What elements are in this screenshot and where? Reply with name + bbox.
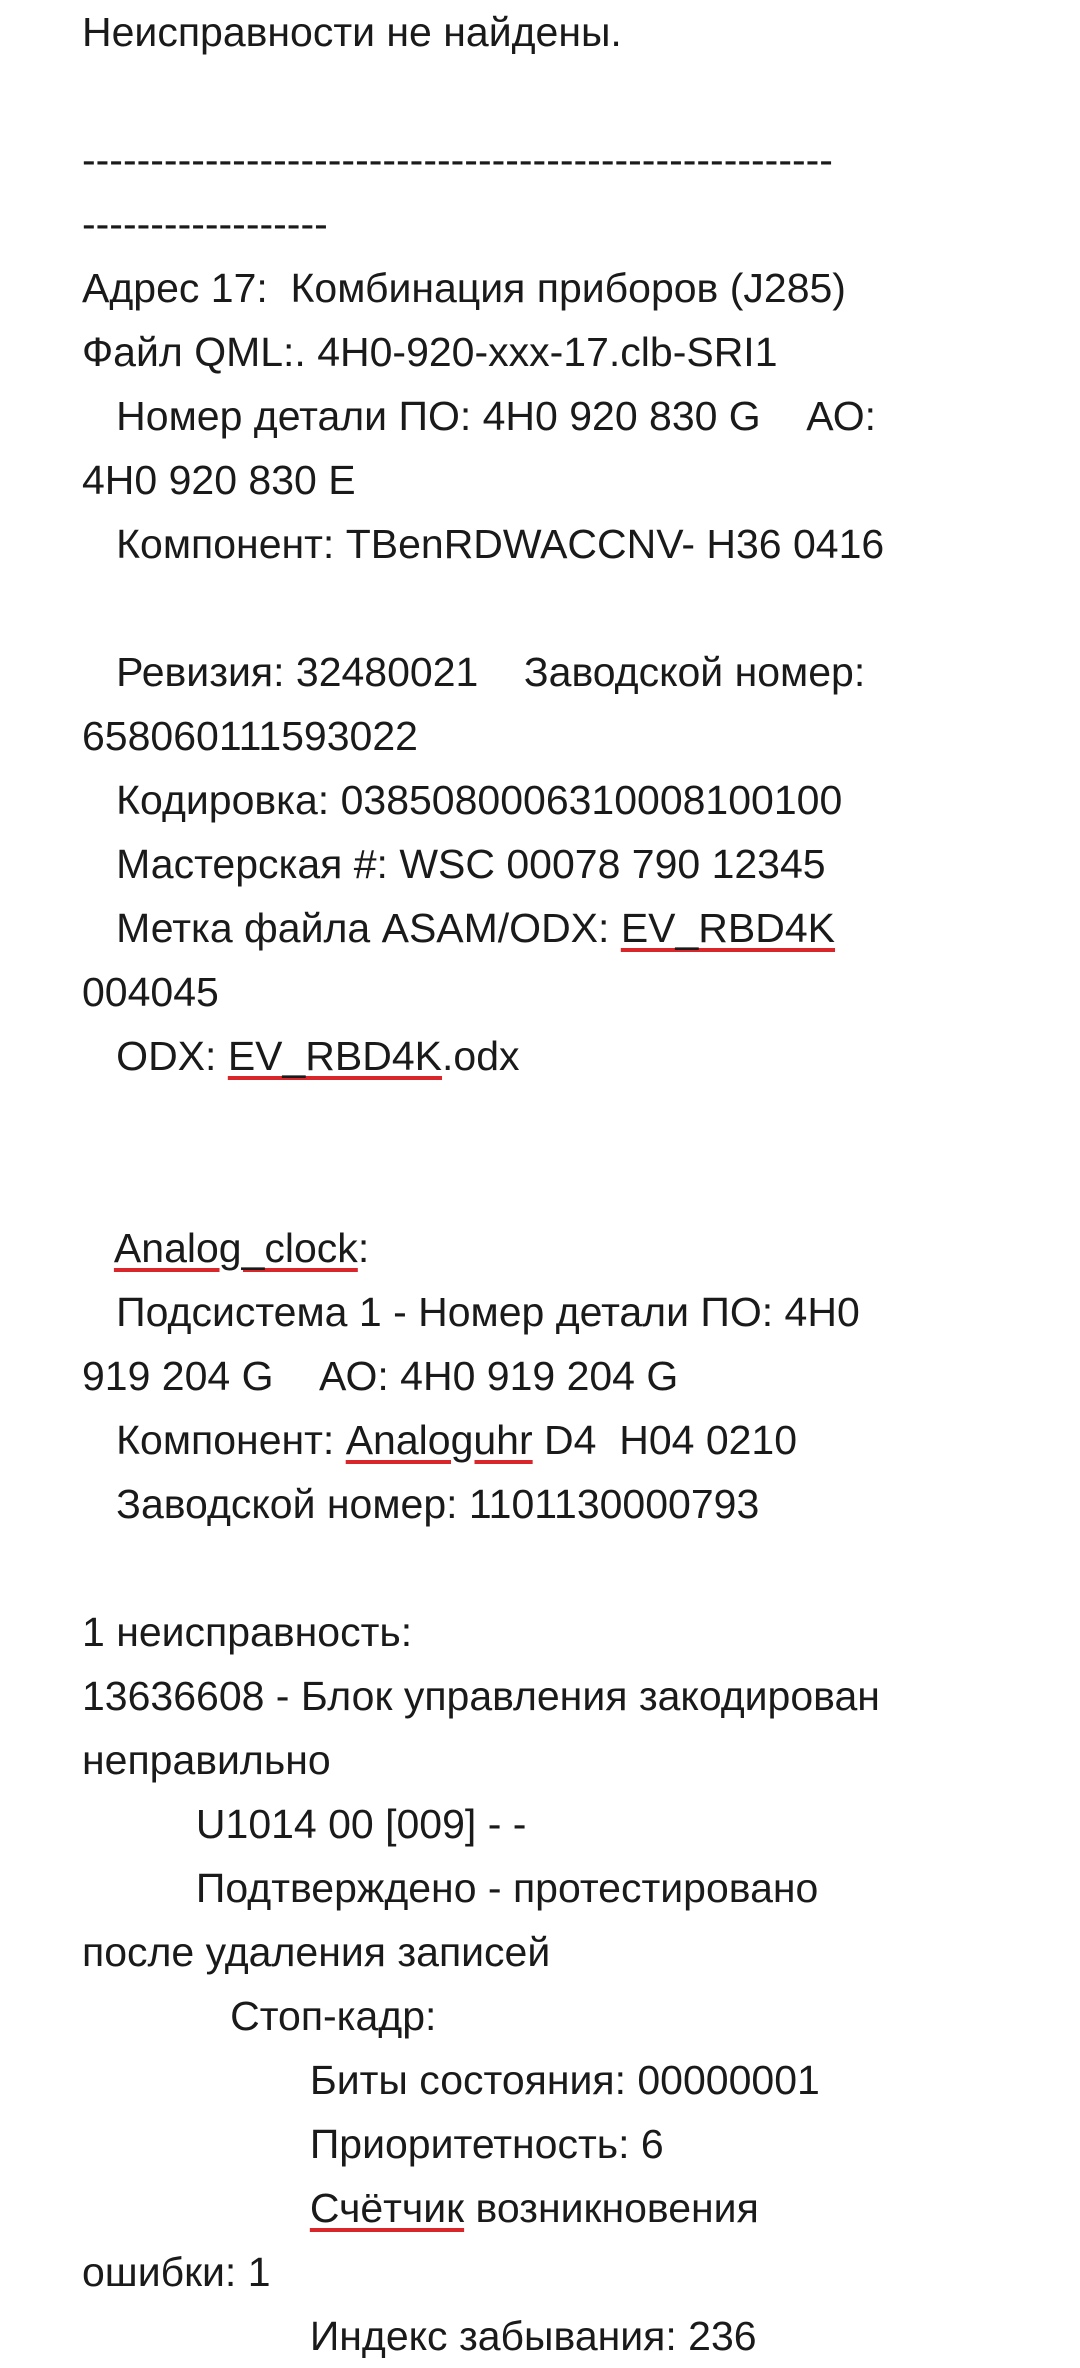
freeze-frame-line: Стоп-кадр:	[82, 1993, 437, 2039]
misspelled-word[interactable]: EV_RBD4K	[227, 1033, 443, 1079]
asam-odx-label: Метка файла ASAM/ODX:	[82, 905, 621, 951]
blank-line	[82, 1536, 1002, 1600]
error-count-line: ошибки: 1	[82, 2249, 271, 2295]
asam-odx-label-line	[82, 896, 1002, 960]
hardware-part-line: 4H0 920 830 E	[82, 457, 356, 503]
blank-line	[82, 64, 1002, 128]
blank-line	[82, 1152, 1002, 1216]
status-bits-line: Биты состояния: 00000001	[82, 2057, 820, 2103]
occurrence-label: возникновения	[464, 2185, 759, 2231]
address-line: Адрес 17: Комбинация приборов (J285)	[82, 265, 846, 311]
fault-status-cont-line: после удаления записей	[82, 1929, 551, 1975]
workshop-line: Мастерская #: WSC 00078 790 12345	[82, 841, 826, 887]
blank-line	[82, 1088, 1002, 1152]
priority-line: Приоритетность: 6	[82, 2121, 664, 2167]
qml-file-line: Файл QML:. 4H0-920-xxx-17.clb-SRI1	[82, 329, 778, 375]
misspelled-word[interactable]: Счётчик	[309, 2185, 465, 2231]
revision-line: Ревизия: 32480021 Заводской номер:	[82, 649, 866, 695]
indent	[82, 1225, 114, 1271]
forget-index-line: Индекс забывания: 236	[82, 2313, 757, 2359]
subsystem-component-line	[82, 1408, 1002, 1472]
fault-status-line: Подтверждено - протестировано	[82, 1865, 819, 1911]
odx-label: ODX:	[82, 1033, 228, 1079]
blank-line	[82, 576, 1002, 640]
asam-odx-version-line: 004045	[82, 969, 219, 1015]
component-version: D4 H04 0210	[532, 1417, 798, 1463]
fault-description-line: 13636608 - Блок управления закодирован	[82, 1673, 880, 1719]
misspelled-word[interactable]: Analog_clock	[113, 1225, 358, 1271]
subsystem-part-line: Подсистема 1 - Номер детали ПО: 4H0	[82, 1289, 860, 1335]
component-line: Компонент: TBenRDWACCNV- H36 0416	[82, 521, 885, 567]
subsystem-serial-line: Заводской номер: 1101130000793	[82, 1481, 760, 1527]
diagnostic-report	[82, 0, 1002, 2368]
separator-line: -------------------------------------------------------	[82, 137, 833, 183]
misspelled-word[interactable]: EV_RBD4K	[620, 905, 836, 951]
occurrence-counter-line	[82, 2176, 1002, 2240]
colon: :	[357, 1225, 370, 1271]
component-label: Компонент:	[82, 1417, 346, 1463]
misspelled-word[interactable]: Analoguhr	[345, 1417, 533, 1463]
no-faults-line: Неисправности не найдены.	[82, 9, 622, 55]
subsystem-hw-line: 919 204 G АО: 4H0 919 204 G	[82, 1353, 679, 1399]
separator-line: ------------------	[82, 201, 328, 247]
coding-line: Кодировка: 0385080006310008100100	[82, 777, 843, 823]
indent	[82, 2185, 310, 2231]
fault-count-line: 1 неисправность:	[82, 1609, 413, 1655]
odx-line	[82, 1024, 1002, 1088]
fault-code-line: U1014 00 [009] - -	[82, 1801, 527, 1847]
odx-extension: .odx	[442, 1033, 520, 1079]
subsystem-heading-line	[82, 1216, 1002, 1280]
fault-description-cont-line: неправильно	[82, 1737, 331, 1783]
software-part-line: Номер детали ПО: 4H0 920 830 G АО:	[82, 393, 876, 439]
serial-number-line: 658060111593022	[82, 713, 418, 759]
